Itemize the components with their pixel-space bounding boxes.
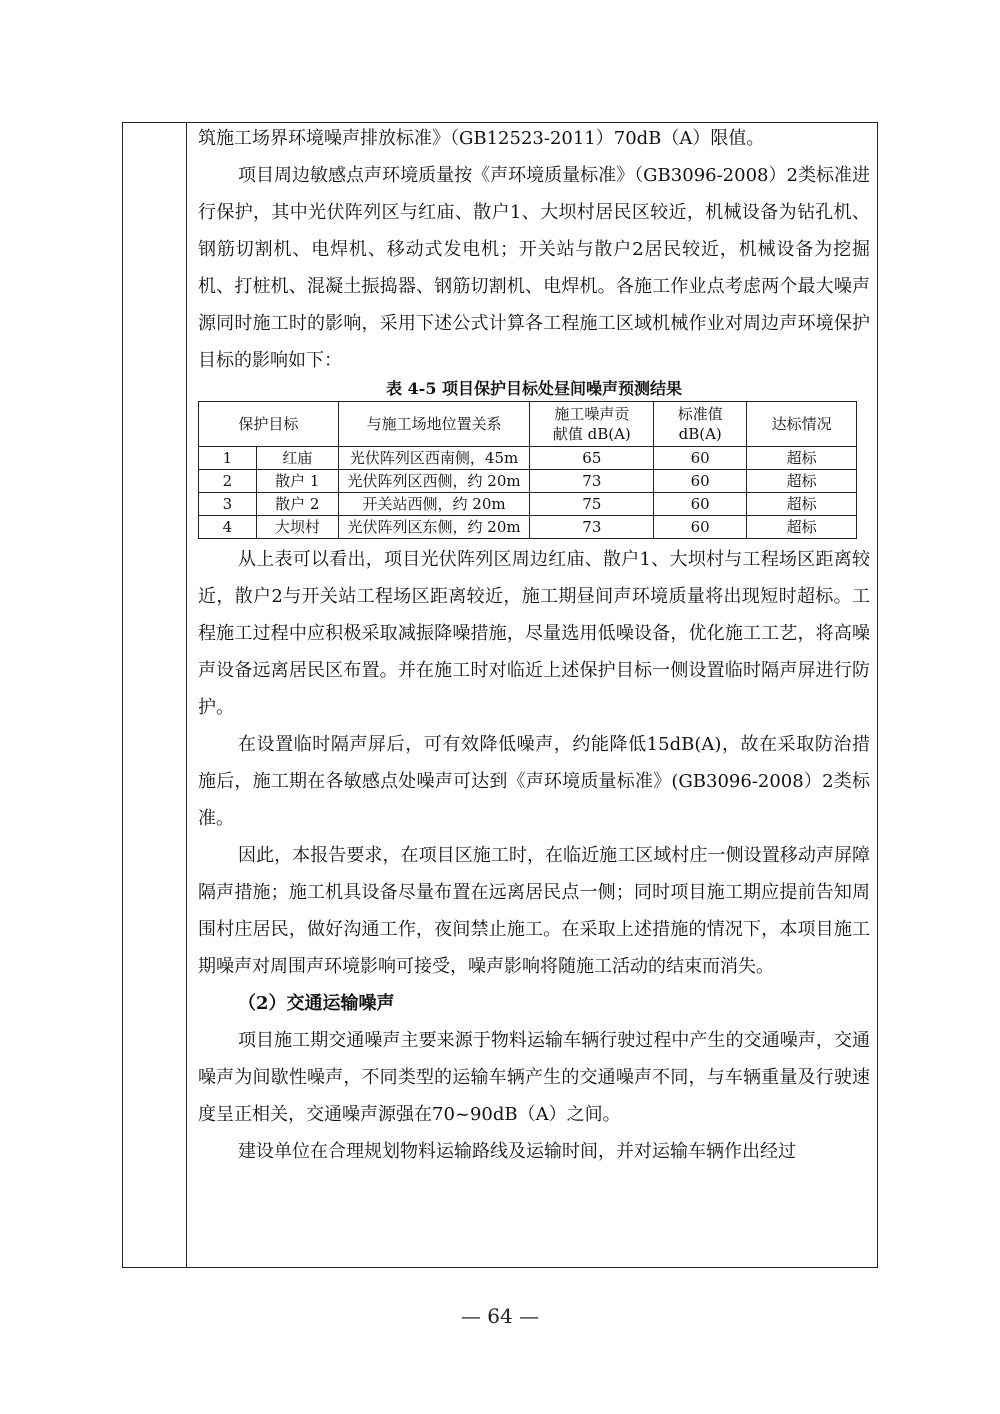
paragraph-sensitive-points: 项目周边敏感点声环境质量按《声环境质量标准》（GB3096-2008）2类标准进行保护，其中光伏阵列区与红庙、散户1、大坝村居民区较近，机械设备为钻孔机、钢筋切割机、电焊机、移动式发电机；开关站与散户2居民较近，机械设备为挖掘机、打桩机、混凝土振捣器、钢筋切割机、电焊机。各施工作业点考虑两个最大噪声源同时施工时的影响，采用下述公式计算各工程施工区域机械作业对周边声环境保护目标的影响如下： <box>198 165 870 371</box>
row-status: 超标 <box>747 516 857 539</box>
table-caption: 表 4-5 项目保护目标处昼间噪声预测结果 <box>385 379 683 398</box>
row-standard: 60 <box>654 493 747 516</box>
row-relation: 光伏阵列区西南侧，45m <box>338 447 530 470</box>
paragraph-transport-planning: 建设单位在合理规划物料运输路线及运输时间，并对运输车辆作出经过 <box>238 1141 796 1162</box>
row-status: 超标 <box>747 447 857 470</box>
row-standard: 60 <box>654 447 747 470</box>
paragraph-standard-limit: 筑施工场界环境噪声排放标准》（GB12523-2011）70dB（A）限值。 <box>198 128 765 149</box>
row-status: 超标 <box>747 470 857 493</box>
row-number: 4 <box>199 516 257 539</box>
row-name: 红庙 <box>256 447 338 470</box>
document-body <box>198 120 870 1170</box>
row-value: 73 <box>530 516 654 539</box>
row-name: 散户 2 <box>256 493 338 516</box>
header-contribution-line1: 施工噪声贡 <box>554 405 630 423</box>
table-row <box>199 447 857 470</box>
table-row <box>199 516 857 539</box>
header-standard <box>654 402 747 447</box>
header-contribution-line2: 献值 dB(A) <box>552 425 631 443</box>
table-header-row <box>199 402 857 447</box>
header-status: 达标情况 <box>747 402 857 447</box>
header-contribution <box>530 402 654 447</box>
row-number: 3 <box>199 493 257 516</box>
row-standard: 60 <box>654 516 747 539</box>
noise-prediction-table <box>198 401 857 539</box>
row-value: 75 <box>530 493 654 516</box>
row-relation: 光伏阵列区东侧，约 20m <box>338 516 530 539</box>
section-subheading: （2）交通运输噪声 <box>238 993 395 1014</box>
row-number: 2 <box>199 470 257 493</box>
row-name: 大坝村 <box>256 516 338 539</box>
header-standard-line1: 标准值 <box>677 405 723 423</box>
header-relation: 与施工场地位置关系 <box>338 402 530 447</box>
header-standard-line2: dB(A) <box>678 425 722 443</box>
row-relation: 开关站西侧，约 20m <box>338 493 530 516</box>
frame-column-divider <box>186 122 187 1268</box>
table-row <box>199 493 857 516</box>
row-value: 65 <box>530 447 654 470</box>
paragraph-noise-barrier: 在设置临时隔声屏后，可有效降低噪声，约能降低15dB(A)，故在采取防治措施后，施工期在各敏感点处噪声可达到《声环境质量标准》(GB3096-2008）2类标准。 <box>198 734 870 829</box>
row-value: 73 <box>530 470 654 493</box>
row-standard: 60 <box>654 470 747 493</box>
paragraph-traffic-noise: 项目施工期交通噪声主要来源于物料运输车辆行驶过程中产生的交通噪声，交通噪声为间歇性噪声，不同类型的运输车辆产生的交通噪声不同，与车辆重量及行驶速度呈正相关，交通噪声源强在70~90dB（A）之间。 <box>198 1030 870 1125</box>
header-target: 保护目标 <box>199 402 339 447</box>
row-relation: 光伏阵列区西侧，约 20m <box>338 470 530 493</box>
row-name: 散户 1 <box>256 470 338 493</box>
paragraph-table-analysis: 从上表可以看出，项目光伏阵列区周边红庙、散户1、大坝村与工程场区距离较近，散户2与开关站工程场区距离较近，施工期昼间声环境质量将出现短时超标。工程施工过程中应积极采取减振降噪措施，尽量选用低噪设备，优化施工工艺，将高噪声设备远离居民区布置。并在施工时对临近上述保护目标一侧设置临时隔声屏进行防护。 <box>198 549 870 718</box>
page-number: — 64 — <box>460 1304 540 1328</box>
table-row <box>199 470 857 493</box>
paragraph-requirements: 因此，本报告要求，在项目区施工时，在临近施工区域村庄一侧设置移动声屏障隔声措施；施工机具设备尽量布置在远离居民点一侧；同时项目施工期应提前告知周围村庄居民，做好沟通工作，夜间禁止施工。在采取上述措施的情况下，本项目施工期噪声对周围声环境影响可接受，噪声影响将随施工活动的结束而消失。 <box>198 845 870 977</box>
row-status: 超标 <box>747 493 857 516</box>
row-number: 1 <box>199 447 257 470</box>
